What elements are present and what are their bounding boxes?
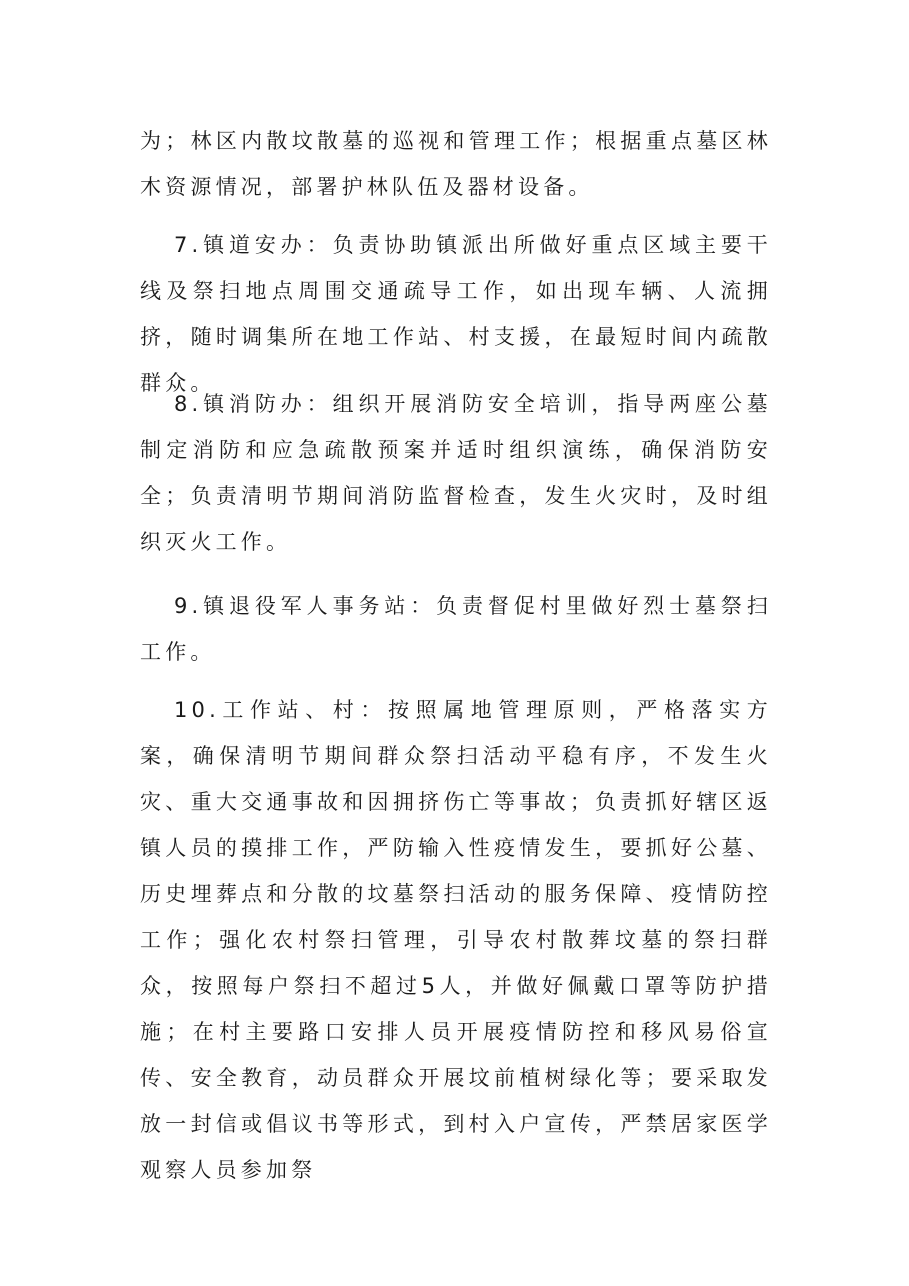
paragraph-9-veterans-station: 9.镇退役军人事务站：负责督促村里做好烈士墓祭扫工作。 [140,594,772,664]
paragraph-continuation: 为；林区内散坟散墓的巡视和管理工作；根据重点墓区林木资源情况，部署护林队伍及器材设备。 [140,129,772,199]
paragraph-7-road-safety-office: 7.镇道安办：负责协助镇派出所做好重点区域主要干线及祭扫地点周围交通疏导工作，如出现车辆、人流拥挤，随时调集所在地工作站、村支援，在最短时间内疏散群众。 [140,233,772,395]
paragraph-8-fire-office: 8.镇消防办：组织开展消防安全培训，指导两座公墓制定消防和应急疏散预案并适时组织演练，确保消防安全；负责清明节期间消防监督检查，发生火灾时，及时组织灭火工作。 [140,392,772,554]
paragraph-10-stations-villages: 10.工作站、村：按照属地管理原则，严格落实方案，确保清明节期间群众祭扫活动平稳有序，不发生火灾、重大交通事故和因拥挤伤亡等事故；负责抓好辖区返镇人员的摸排工作，严防输入性疫情发生，要抓好公墓、历史埋葬点和分散的坟墓祭扫活动的服务保障、疫情防控工作；强化农村祭扫管理，引导农村散葬坟墓的祭扫群众，按照每户祭扫不超过5人，并做好佩戴口罩等防护措施；在村主要路口安排人员开展疫情防控和移风易俗宣传、安全教育，动员群众开展坟前植树绿化等；要采取发放一封信或倡议书等形式，到村入户宣传，严禁居家医学观察人员参加祭 [140,698,772,1182]
